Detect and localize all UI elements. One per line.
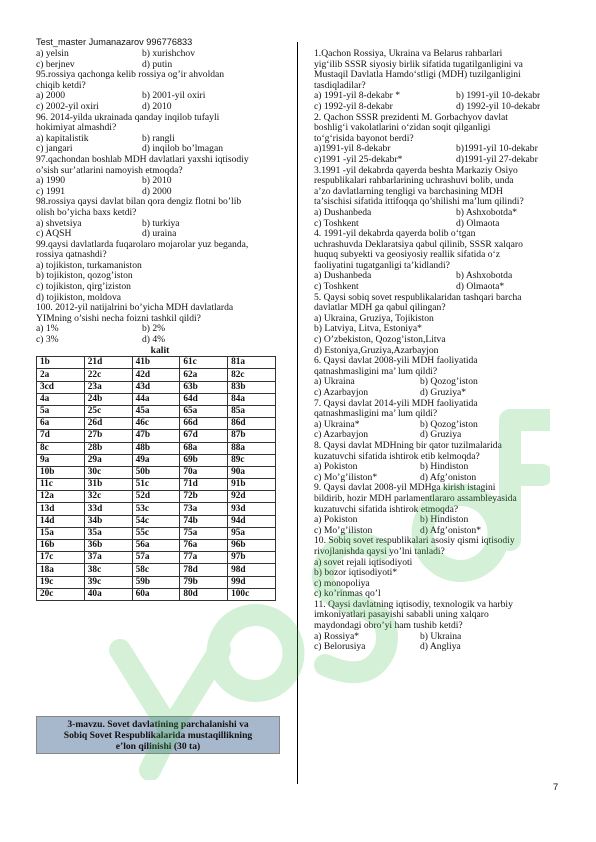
key-cell: 19c (37, 576, 85, 588)
option-left: a) 1% (36, 324, 59, 335)
key-cell: 32c (84, 491, 132, 503)
topic-line-1: 3-mavzu. Sovet davlatining parchalanishi va (67, 719, 249, 730)
key-cell: 21d (84, 357, 132, 369)
option-left: a) Pokiston (314, 462, 358, 473)
option-right: b) Hindiston (420, 515, 469, 526)
option-right: b) 2001-yil oxiri (142, 91, 206, 102)
key-row (37, 552, 276, 564)
right-text-line: huquq subyekti va geosiyosiy reallik sifatida o‘z (314, 250, 500, 261)
key-cell: 6a (37, 418, 85, 430)
option-right: b) 2% (142, 324, 166, 335)
key-cell: 24b (84, 393, 132, 405)
key-cell: 55c (132, 527, 180, 539)
right-text-line: a’zo davlatlarning tengligi va barchasining MDH (314, 186, 503, 197)
page-number: 7 (553, 782, 559, 793)
key-cell: 64d (180, 393, 228, 405)
left-text-line: rossiya qatnashdi? (36, 250, 107, 261)
key-cell: 30c (84, 466, 132, 478)
option-left: c) Azarbayjon (314, 430, 369, 441)
option-right: b) xurishchov (142, 49, 196, 59)
key-cell: 54c (132, 515, 180, 527)
option-left: c) 1992-yil 8-dekabr (314, 101, 393, 112)
key-cell: 39c (84, 576, 132, 588)
key-cell: 29a (84, 454, 132, 466)
left-text-line: d) tojikiston, moldova (36, 292, 122, 303)
option-right: d)1991-yil 27-dekabr (456, 154, 538, 165)
right-option-row (314, 420, 564, 431)
option-right: b) 2010 (142, 176, 172, 187)
option-right: d) 4% (142, 335, 166, 346)
key-cell: 65a (180, 405, 228, 417)
right-text-line: b) bozor iqtisodiyoti* (314, 568, 398, 579)
key-cell: 44a (132, 393, 180, 405)
key-cell: 3cd (37, 381, 85, 393)
option-right: b) Hindiston (420, 462, 469, 473)
key-cell: 53c (132, 503, 180, 515)
option-left: a) Dushanbeda (314, 207, 372, 218)
right-option-row (314, 473, 564, 484)
key-cell: 18a (37, 564, 85, 576)
right-text-line: a) sovet rejali iqtisodiyoti (314, 557, 413, 568)
key-row (37, 357, 276, 369)
left-text-line: chiqib ketdi? (36, 80, 86, 91)
right-text-line: to‘g‘risida bayonot berdi? (314, 133, 414, 144)
left-option-row (36, 91, 284, 102)
key-cell: 94d (228, 515, 276, 527)
left-text-line: a) tojikiston, turkamaniston (36, 260, 142, 271)
key-row (37, 576, 276, 588)
key-cell: 84a (228, 393, 276, 405)
key-cell: 40a (84, 588, 132, 600)
key-row (37, 527, 276, 539)
key-cell: 37a (84, 552, 132, 564)
key-cell: 60a (132, 588, 180, 600)
key-cell: 25c (84, 405, 132, 417)
option-right: b) rangli (142, 133, 175, 144)
left-option-row (36, 144, 284, 155)
right-text-line: boshlig‘i vakolatlarini o‘zidan soqit qilganligi (314, 123, 491, 134)
option-right: d) 2000 (142, 186, 172, 197)
key-row (37, 405, 276, 417)
right-option-row (314, 526, 564, 537)
option-left: c) Azarbayjon (314, 388, 369, 398)
option-left: c) 3% (36, 335, 59, 346)
key-cell: 66d (180, 418, 228, 430)
key-cell: 86d (228, 418, 276, 430)
option-right: b) Qozog’iston (420, 419, 478, 430)
topic-line-2: Sobiq Sovet Respublikalarida mustaqillikning (63, 730, 253, 741)
key-row (37, 503, 276, 515)
key-row (37, 418, 276, 430)
option-right: b) Ukraina (420, 631, 462, 642)
key-cell: 26d (84, 418, 132, 430)
key-cell: 45a (132, 405, 180, 417)
key-cell: 98d (228, 564, 276, 576)
right-text-line: maydondagi obro’yi ham tushib ketdi? (314, 621, 463, 632)
right-text-line: 3.1991 -yil dekabrda qayerda beshta Markaziy Osiyo (314, 165, 518, 176)
key-cell: 95a (228, 527, 276, 539)
option-left: c) Toshkent (314, 282, 359, 293)
option-left: a) Pokiston (314, 515, 358, 526)
key-cell: 16b (37, 540, 85, 552)
option-left: c) Mo’g’iliston (314, 525, 373, 536)
key-cell: 36b (84, 540, 132, 552)
option-right: b) Qozog’iston (420, 377, 478, 388)
left-option-row (36, 229, 284, 240)
right-option-row (314, 208, 564, 219)
key-cell: 38c (84, 564, 132, 576)
option-right: b)1991-yil 10-dekabr (456, 144, 538, 155)
option-left: a) shvetsiya (36, 218, 82, 229)
right-text-line: bildirib, hozir MDH parlamentlararo assambleyasida (314, 493, 517, 504)
right-text-line: c) O’zbekiston, Qozog’iston,Litva (314, 335, 446, 346)
right-option-row (314, 462, 564, 473)
right-text-line: qatnashmasligini ma’ lum qildi? (314, 366, 438, 377)
key-cell: 74b (180, 515, 228, 527)
right-text-line: imkoniyatlari pasayishi sababli uning xalqaro (314, 610, 489, 621)
key-cell: 7d (37, 430, 85, 442)
key-cell: 63b (180, 381, 228, 393)
key-cell: 100c (228, 588, 276, 600)
key-cell: 51c (132, 479, 180, 491)
key-cell: 68a (180, 442, 228, 454)
left-option-row (36, 219, 284, 230)
right-text-line: respublikalari rahbarlarining uchrashuvi bolib, unda (314, 176, 514, 187)
key-cell: 17c (37, 552, 85, 564)
key-cell: 9a (37, 454, 85, 466)
key-cell: 81a (228, 357, 276, 369)
key-row (37, 491, 276, 503)
option-left: a) 2000 (36, 91, 66, 102)
option-right: d) Gruziya* (420, 388, 467, 398)
key-cell: 61c (180, 357, 228, 369)
key-row (37, 381, 276, 393)
key-row (37, 479, 276, 491)
key-cell: 23a (84, 381, 132, 393)
option-left: c) Belorusiya (314, 642, 366, 653)
key-cell: 67d (180, 430, 228, 442)
key-cell: 73a (180, 503, 228, 515)
left-option-row (36, 49, 284, 60)
option-right: b) Ashxobotda (456, 271, 513, 282)
right-text-line: kuzatuvchi sifatida ishtirok etmoqda? (314, 504, 459, 515)
option-right: d) uraina (142, 229, 177, 240)
option-left: c) Toshkent (314, 218, 359, 229)
answer-key-table (36, 356, 276, 601)
option-right: d) 2010 (142, 101, 172, 112)
option-right: d) Angliya (420, 642, 461, 653)
right-option-row (314, 91, 564, 102)
key-cell: 10b (37, 466, 85, 478)
left-option-row (36, 324, 284, 335)
key-row (37, 430, 276, 442)
right-questions (314, 49, 564, 653)
key-row (37, 369, 276, 381)
left-text-line: hokimiyat almashdi? (36, 123, 117, 134)
right-text-line: a) Ukraina, Gruziya, Tojikiston (314, 313, 434, 324)
key-cell: 77a (180, 552, 228, 564)
key-cell: 76a (180, 540, 228, 552)
topic-line-3: e’lon qilinishi (30 ta) (115, 741, 201, 752)
option-right: d) Gruziya (420, 430, 462, 441)
option-right: b) 1991-yil 10-dekabr (456, 91, 541, 102)
option-right: d) 1992-yil 10-dekabr (456, 101, 541, 112)
right-text-line: kuzatuvchi sifatida ishtirok etib kelmoqda? (314, 451, 480, 462)
key-cell: 1b (37, 357, 85, 369)
right-text-line: Mustaqil Davlatla Hamdo‘stligi (MDH) tuzilganligini (314, 70, 521, 81)
key-cell: 33d (84, 503, 132, 515)
topic-heading-box (36, 716, 280, 754)
left-text-line: olish bo’yicha baxs ketdi? (36, 207, 137, 218)
key-cell: 91b (228, 479, 276, 491)
right-text-line: 6. Qaysi davlat 2008-yili MDH faoliyatida (314, 356, 478, 367)
option-left: a) Ukraina (314, 377, 355, 388)
right-option-row (314, 102, 564, 113)
left-option-row (36, 102, 284, 113)
key-cell: 62a (180, 369, 228, 381)
key-cell: 52d (132, 491, 180, 503)
key-cell: 28b (84, 442, 132, 454)
key-cell: 13d (37, 503, 85, 515)
key-cell: 78d (180, 564, 228, 576)
right-text-line: davlatlar MDH ga qabul qilingan? (314, 303, 446, 314)
left-option-row (36, 60, 284, 71)
left-column (36, 49, 284, 601)
right-option-row (314, 388, 564, 399)
option-left: a) 1990 (36, 176, 66, 187)
right-option-row (314, 282, 564, 293)
answer-key-title: kalit (150, 344, 170, 356)
key-cell: 11c (37, 479, 85, 491)
option-right: d) inqilob bo’lmagan (142, 144, 223, 155)
option-right: d) Afg’oniston (420, 472, 477, 483)
option-left: c) 1991 (36, 186, 66, 197)
key-cell: 22c (84, 369, 132, 381)
right-option-row (314, 155, 564, 166)
key-cell: 90a (228, 466, 276, 478)
right-text-line: qatnashmasligini ma’ lum qildi? (314, 409, 438, 420)
right-text-line: tasdiqladilar? (314, 80, 366, 91)
key-cell: 43d (132, 381, 180, 393)
left-text-line: b) tojikiston, qozog’iston (36, 271, 133, 282)
option-left: a)1991-yil 8-dekabr (314, 144, 391, 155)
key-cell: 89c (228, 454, 276, 466)
key-cell: 5a (37, 405, 85, 417)
left-questions (36, 49, 284, 346)
key-cell: 72b (180, 491, 228, 503)
right-text-line: uchrashuvda Deklaratsiya qabul qilinib, SSSR xalqaro (314, 239, 523, 250)
option-right: d) Olmaota* (456, 282, 505, 293)
option-left: c) Mo’g’iliston* (314, 472, 378, 483)
option-right: d) Afg’oniston* (420, 525, 482, 536)
key-cell: 88a (228, 442, 276, 454)
right-option-row (314, 430, 564, 441)
key-cell: 69b (180, 454, 228, 466)
key-cell: 35a (84, 527, 132, 539)
option-left: a) 1991-yil 8-dekabr * (314, 91, 401, 102)
left-text-line: 96. 2014-yilda ukrainada qanday inqilob tufayli (36, 112, 220, 123)
key-row (37, 564, 276, 576)
key-cell: 99d (228, 576, 276, 588)
left-text-line: c) tojikiston, qirg’iziston (36, 282, 131, 293)
key-row (37, 442, 276, 454)
option-right: b) Ashxobotda* (456, 207, 518, 218)
key-cell: 71d (180, 479, 228, 491)
right-text-line: 9. Qaysi davlat 2008-yil MDHga kirish istagini (314, 483, 496, 494)
left-text-line: YIMning o’sishi necha foizni tashkil qildi? (36, 313, 201, 324)
right-option-row (314, 515, 564, 526)
option-left: c)1991 -yil 25-dekabr* (314, 154, 403, 165)
key-row (37, 515, 276, 527)
key-cell: 93d (228, 503, 276, 515)
right-text-line: 8. Qaysi davlat MDHning bir qator tuzilmalarida (314, 440, 502, 451)
right-text-line: 2. Qachon SSSR prezidenti M. Gorbachyov davlat (314, 112, 508, 123)
left-text-line: 99.qaysi davlatlarda fuqarolaro mojarolar yuz beganda, (36, 239, 249, 250)
left-option-row (36, 134, 284, 145)
option-left: c) jangari (36, 144, 73, 155)
key-cell: 58c (132, 564, 180, 576)
option-left: c) berjnev (36, 59, 75, 70)
key-cell: 92d (228, 491, 276, 503)
right-text-line: 7. Qaysi davlat 2014-yili MDH faoliyatida (314, 398, 478, 409)
key-cell: 70a (180, 466, 228, 478)
option-left: a) Ukraina* (314, 419, 360, 430)
left-text-line: 95.rossiya qachonga kelib rossiya og’ir ahvoldan (36, 70, 225, 81)
right-option-row (314, 632, 564, 643)
key-cell: 47b (132, 430, 180, 442)
page-header: Test_master Jumanazarov 996776833 (36, 37, 193, 47)
right-text-line: 1.Qachon Rossiya, Ukraina va Belarus rahbarlari (314, 49, 503, 59)
column-divider (297, 42, 298, 784)
key-cell: 97b (228, 552, 276, 564)
key-cell: 14d (37, 515, 85, 527)
right-option-row (314, 642, 564, 653)
right-text-line: yig‘ilib SSSR siyosiy birlik sifatida tugatilganligini va (314, 59, 523, 70)
option-right: b) turkiya (142, 218, 180, 229)
right-text-line: b) Latviya, Litva, Estoniya* (314, 324, 422, 335)
key-cell: 34b (84, 515, 132, 527)
right-text-line: 10. Sobiq sovet respublikalari asosiy qismi iqtisodiy (314, 536, 515, 547)
right-text-line: c) monopoliya (314, 578, 370, 589)
key-cell: 4a (37, 393, 85, 405)
left-text-line: 98.rossiya qaysi davlat bilan qora dengiz flotni bo’lib (36, 197, 242, 208)
watermark-stroke (218, 615, 294, 691)
right-column (314, 49, 564, 653)
key-cell: 42d (132, 369, 180, 381)
right-text-line: 11. Qaysi davlatning iqtisodiy, texnologik va harbiy (314, 599, 513, 610)
key-row (37, 454, 276, 466)
option-left: a) kapitalistik (36, 133, 89, 144)
right-option-row (314, 271, 564, 282)
key-cell: 20c (37, 588, 85, 600)
right-text-line: c) ko’rinmas qo’l (314, 589, 381, 600)
key-cell: 27b (84, 430, 132, 442)
key-cell: 57a (132, 552, 180, 564)
left-text-line: o’sish sur’atlarini namoyish etmoqda? (36, 165, 183, 176)
key-row (37, 466, 276, 478)
option-right: d) putin (142, 59, 173, 70)
left-option-row (36, 187, 284, 198)
option-left: a) Dushanbeda (314, 271, 372, 282)
key-row (37, 588, 276, 600)
right-option-row (314, 219, 564, 230)
option-left: c) 2002-yil oxiri (36, 101, 99, 112)
key-cell: 8c (37, 442, 85, 454)
key-cell: 75a (180, 527, 228, 539)
right-text-line: 5. Qaysi sobiq sovet respublikalaridan tashqari barcha (314, 292, 522, 303)
key-cell: 82c (228, 369, 276, 381)
left-text-line: 100. 2012-yil natijalrini bo’yicha MDH davlatlarda (36, 303, 234, 314)
key-cell: 2a (37, 369, 85, 381)
key-cell: 50b (132, 466, 180, 478)
key-cell: 46c (132, 418, 180, 430)
right-text-line: rivojlanishda qaysi yo’lni tanladi? (314, 546, 445, 557)
right-text-line: faoliyatini tugatganligi ta’kidlandi? (314, 260, 450, 271)
key-cell: 41b (132, 357, 180, 369)
left-option-row (36, 176, 284, 187)
key-cell: 15a (37, 527, 85, 539)
left-text-line: 97.qachondan boshlab MDH davlatlari yaxshi iqtisodiy (36, 154, 249, 165)
key-cell: 48b (132, 442, 180, 454)
right-text-line: 4. 1991-yil dekabrda qayerda bolib o‘tgan (314, 229, 476, 240)
key-cell: 31b (84, 479, 132, 491)
key-cell: 49a (132, 454, 180, 466)
key-row (37, 393, 276, 405)
option-right: d) Olmaota (456, 218, 500, 229)
option-left: a) Rossiya* (314, 631, 360, 642)
key-cell: 56a (132, 540, 180, 552)
option-left: c) AQSH (36, 229, 72, 240)
key-cell: 85a (228, 405, 276, 417)
key-cell: 12a (37, 491, 85, 503)
option-left: a) yelsin (36, 49, 69, 59)
key-cell: 80d (180, 588, 228, 600)
key-row (37, 540, 276, 552)
right-text-line: ta’sischisi sifatida ittifoqqa qo’shilishi ma’lum qilindi? (314, 197, 524, 208)
key-cell: 59b (132, 576, 180, 588)
right-option-row (314, 377, 564, 388)
key-cell: 79b (180, 576, 228, 588)
key-cell: 83b (228, 381, 276, 393)
key-cell: 96b (228, 540, 276, 552)
key-cell: 87b (228, 430, 276, 442)
right-option-row (314, 144, 564, 155)
right-text-line: d) Estoniya,Gruziya,Azarbayjon (314, 345, 439, 356)
